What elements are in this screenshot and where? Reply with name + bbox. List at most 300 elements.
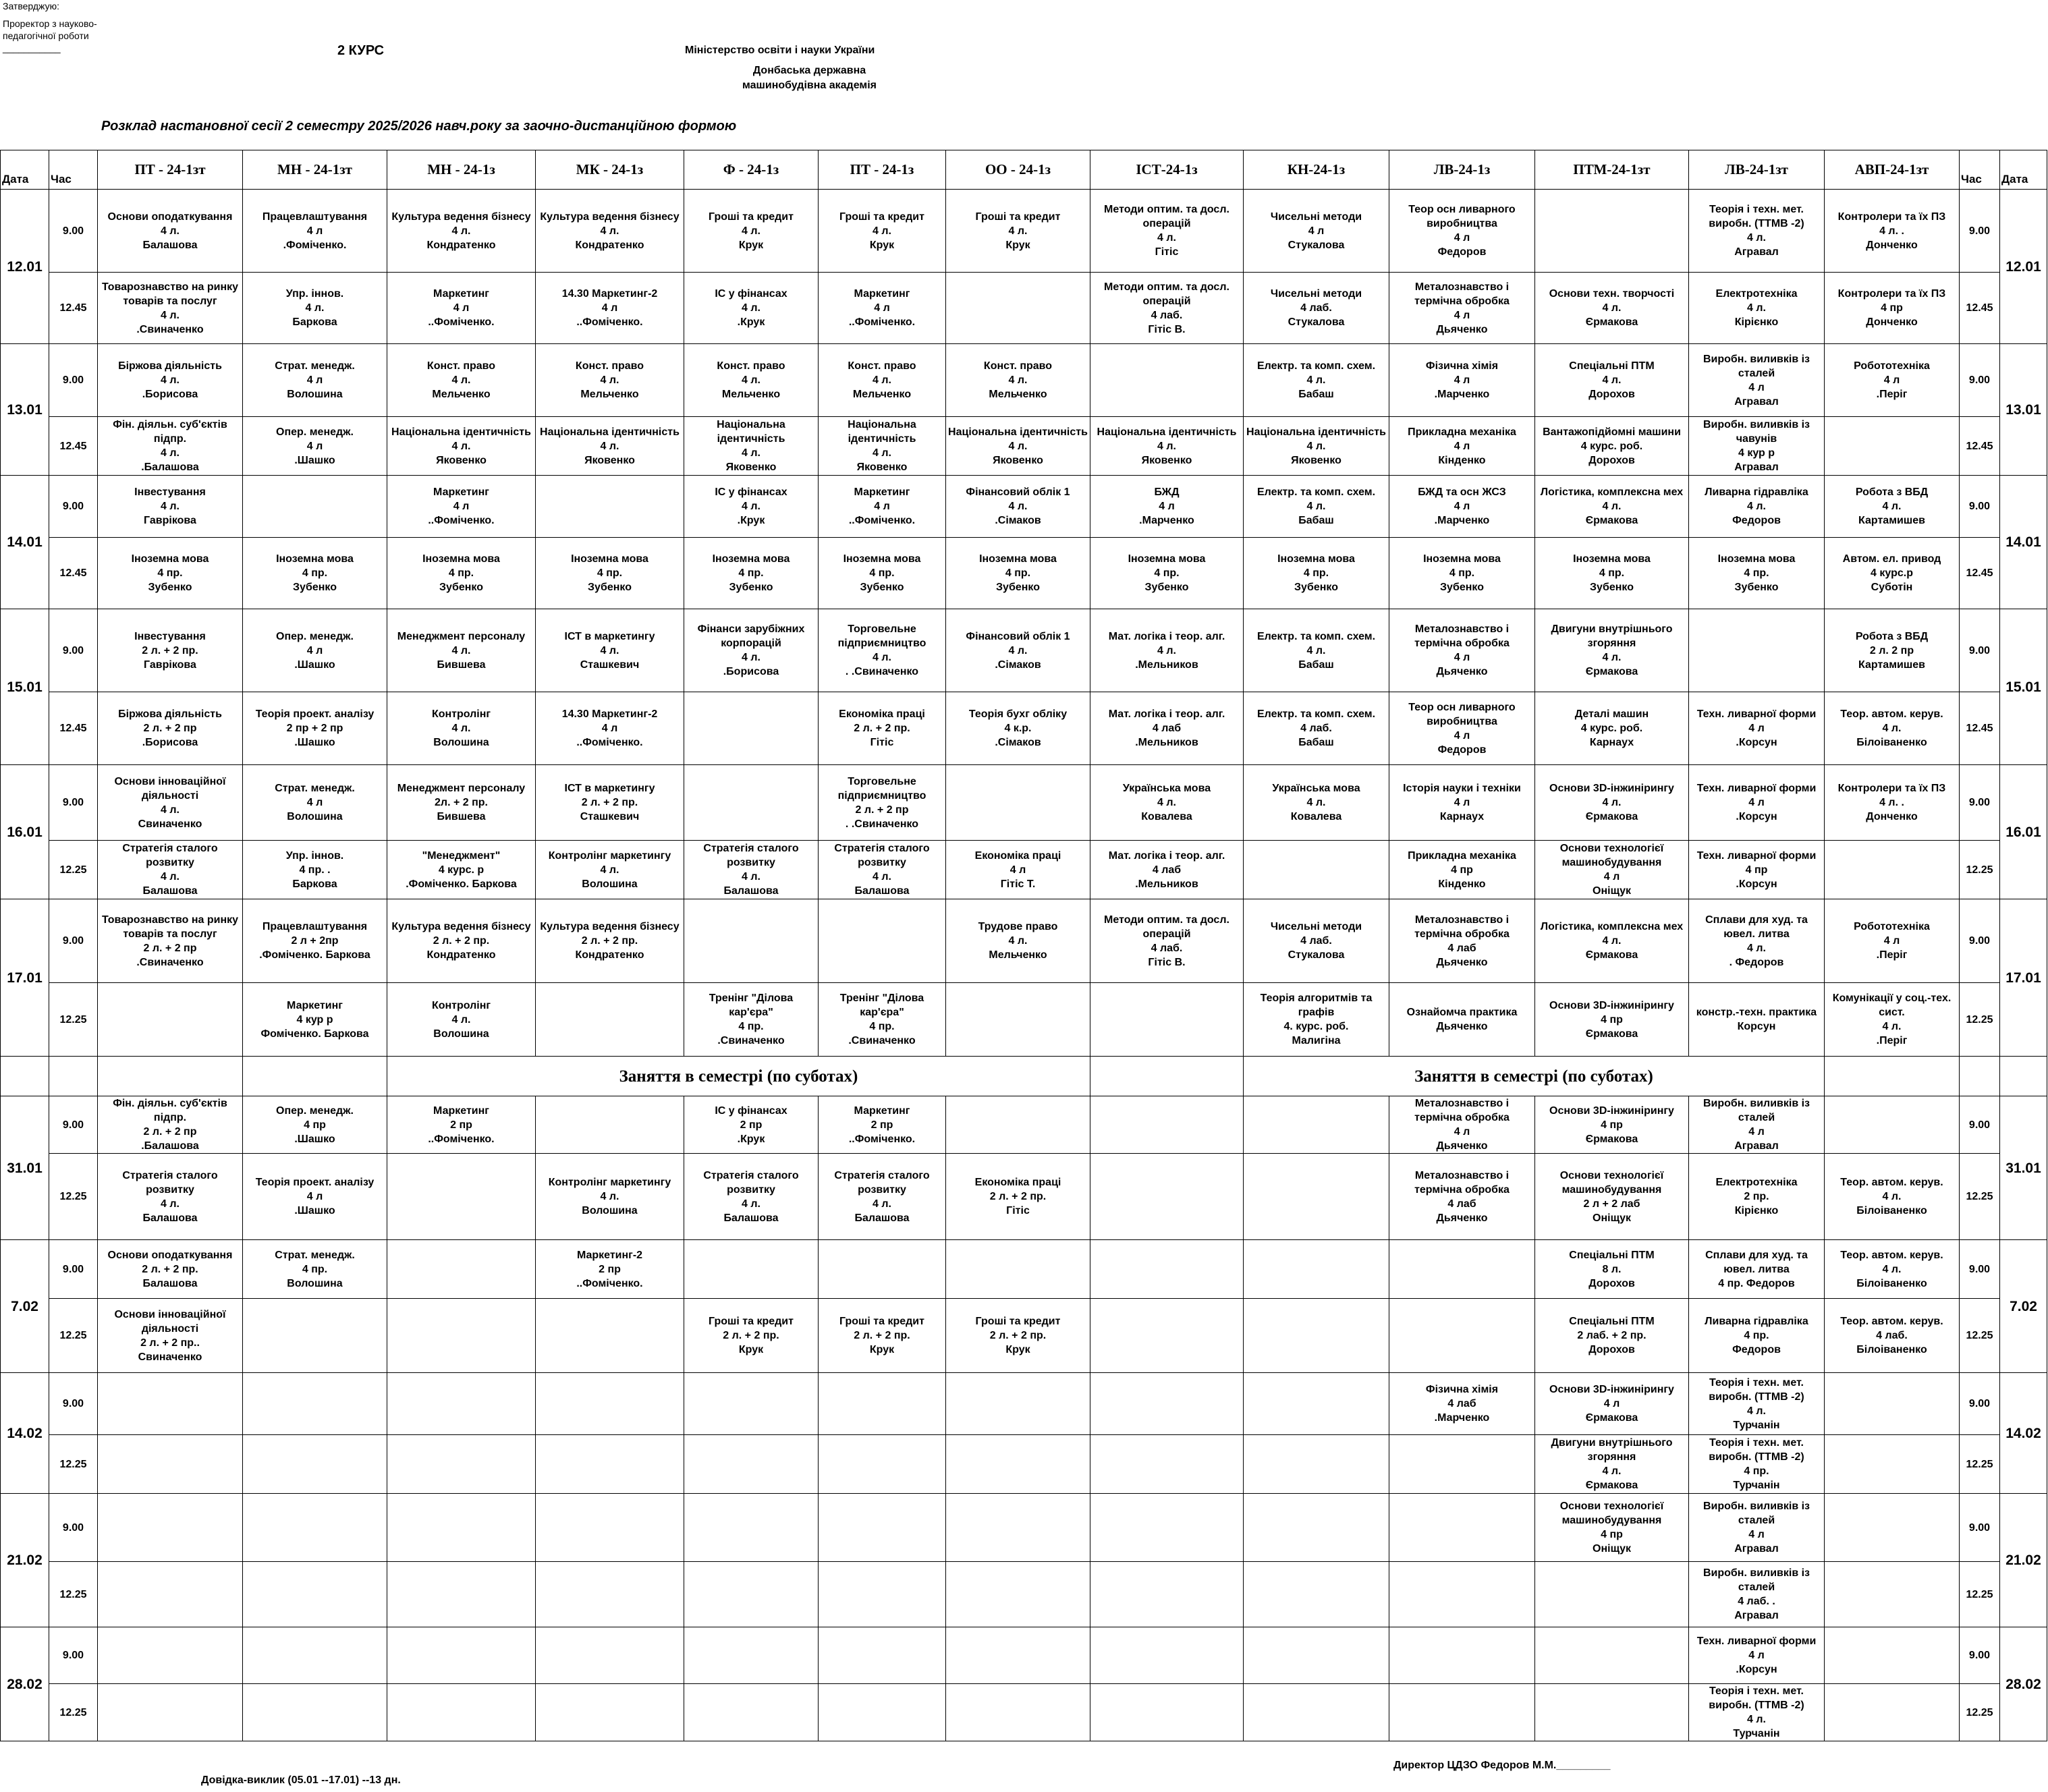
- class-cell: Основи технологієї машинобудування 4 пр Оніщук: [1535, 1494, 1689, 1562]
- class-cell: [1244, 1562, 1389, 1627]
- class-cell: [946, 1684, 1090, 1741]
- date-cell-right: 31.01: [2000, 1096, 2047, 1240]
- schedule-row: [1, 1627, 2047, 1684]
- class-cell: Страт. менедж. 4 л Волошина: [243, 344, 387, 417]
- class-cell: Фін. діяльн. суб'єктів підпр. 2 л. + 2 пр .Балашова: [98, 1096, 243, 1154]
- date-cell: 31.01: [1, 1096, 49, 1240]
- group-header: ЛВ-24-1зт: [1689, 150, 1825, 190]
- time-cell-right: 9.00: [1960, 609, 2000, 692]
- class-cell: Гроші та кредит 2 л. + 2 пр. Крук: [684, 1299, 819, 1373]
- class-cell: [819, 1435, 946, 1494]
- class-cell: [946, 1494, 1090, 1562]
- class-cell: Методи оптим. та досл. операцій 4 лаб. Гітіс В.: [1090, 273, 1244, 344]
- class-cell: Історія науки і техніки 4 л Карнаух: [1389, 765, 1535, 841]
- time-cell: 12.25: [49, 983, 98, 1057]
- class-cell: Іноземна мова 4 пр. Зубенко: [819, 538, 946, 609]
- group-header: ЛВ-24-1з: [1389, 150, 1535, 190]
- time-cell: 9.00: [49, 476, 98, 538]
- class-cell: БЖД та осн ЖСЗ 4 л .Марченко: [1389, 476, 1535, 538]
- class-cell: ІС у фінансах 2 пр .Крук: [684, 1096, 819, 1154]
- class-cell: [819, 1627, 946, 1684]
- class-cell: Товарознавство на ринку товарів та послуг 4 л. .Свиначенко: [98, 273, 243, 344]
- class-cell: Чисельні методи 4 л Стукалова: [1244, 190, 1389, 273]
- class-cell: Гроші та кредит 4 л. Крук: [946, 190, 1090, 273]
- class-cell: Електротехніка 4 л. Кірієнко: [1689, 273, 1825, 344]
- class-cell: Контролери та їх ПЗ 4 л. . Донченко: [1825, 765, 1960, 841]
- class-cell: [1389, 1299, 1535, 1373]
- class-cell: [1244, 1684, 1389, 1741]
- class-cell: Тренінг "Ділова кар'єра" 4 пр. .Свиначенко: [819, 983, 946, 1057]
- time-cell-right: 12.25: [1960, 1684, 2000, 1741]
- class-cell: [946, 765, 1090, 841]
- class-cell: Ознайомча практика Дьяченко: [1389, 983, 1535, 1057]
- time-cell-right: 12.45: [1960, 538, 2000, 609]
- class-cell: Національна ідентичність 4 л. Яковенко: [387, 417, 536, 476]
- blank-cell: [1, 1057, 49, 1096]
- group-header: ПТМ-24-1зт: [1535, 150, 1689, 190]
- class-cell: Теорія проект. аналізу 4 л .Шашко: [243, 1154, 387, 1240]
- class-cell: [1825, 417, 1960, 476]
- class-cell: [536, 983, 684, 1057]
- class-cell: Робота з ВБД 2 л. 2 пр Картамишев: [1825, 609, 1960, 692]
- schedule-row: [1, 899, 2047, 983]
- time-cell-right: 12.25: [1960, 841, 2000, 899]
- class-cell: [1389, 1627, 1535, 1684]
- class-cell: [1090, 344, 1244, 417]
- date-cell: 14.02: [1, 1373, 49, 1494]
- date-cell-right: 12.01: [2000, 190, 2047, 344]
- time-cell: 12.25: [49, 1562, 98, 1627]
- time-cell: 9.00: [49, 190, 98, 273]
- class-cell: ІСТ в маркетингу 2 л. + 2 пр. Сташкевич: [536, 765, 684, 841]
- time-cell: 9.00: [49, 899, 98, 983]
- class-cell: [684, 899, 819, 983]
- time-column-header: Час: [49, 150, 98, 190]
- class-cell: Маркетинг 4 л ..Фоміченко.: [387, 273, 536, 344]
- class-cell: Мат. логіка і теор. алг. 4 лаб .Мельников: [1090, 692, 1244, 765]
- class-cell: Упр. іннов. 4 л. Баркова: [243, 273, 387, 344]
- class-cell: Маркетинг-2 2 пр ..Фоміченко.: [536, 1240, 684, 1299]
- class-cell: Сплави для худ. та ювел. литва 4 пр. Федоров: [1689, 1240, 1825, 1299]
- class-cell: Національна ідентичність 4 л. Яковенко: [1090, 417, 1244, 476]
- class-cell: Менеджмент персоналу 2л. + 2 пр. Бившева: [387, 765, 536, 841]
- schedule-row: [1, 1154, 2047, 1240]
- class-cell: [819, 1240, 946, 1299]
- schedule-row: [1, 1240, 2047, 1299]
- class-cell: Маркетинг 4 л ..Фоміченко.: [387, 476, 536, 538]
- schedule-header: [1, 150, 2047, 190]
- class-cell: Сплави для худ. та ювел. литва 4 л. . Федоров: [1689, 899, 1825, 983]
- class-cell: ІС у фінансах 4 л. .Крук: [684, 273, 819, 344]
- class-cell: Комунікації у соц.-тех. сист. 4 л. .Періг: [1825, 983, 1960, 1057]
- class-cell: [387, 1373, 536, 1435]
- class-cell: [536, 1684, 684, 1741]
- class-cell: Гроші та кредит 2 л. + 2 пр. Крук: [819, 1299, 946, 1373]
- class-cell: Металознавство і термічна обробка 4 л Дьяченко: [1389, 609, 1535, 692]
- class-cell: Техн. ливарної форми 4 л .Корсун: [1689, 765, 1825, 841]
- class-cell: Опер. менедж. 4 пр .Шашко: [243, 1096, 387, 1154]
- group-header: ПТ - 24-1з: [819, 150, 946, 190]
- schedule-row: [1, 476, 2047, 538]
- class-cell: Спеціальні ПТМ 2 лаб. + 2 пр. Дорохов: [1535, 1299, 1689, 1373]
- class-cell: Конст. право 4 л. Мельченко: [946, 344, 1090, 417]
- class-cell: Логістика, комплексна мех 4 л. Єрмакова: [1535, 476, 1689, 538]
- class-cell: [819, 1373, 946, 1435]
- class-cell: [1825, 841, 1960, 899]
- class-cell: [98, 1435, 243, 1494]
- class-cell: [98, 1373, 243, 1435]
- page-title: Розклад настановної сесії 2 семестру 2025/2026 навч.року за заочно-дистанційною формою: [101, 119, 737, 134]
- class-cell: [387, 1240, 536, 1299]
- class-cell: [536, 1299, 684, 1373]
- class-cell: [1244, 1154, 1389, 1240]
- class-cell: [1244, 1299, 1389, 1373]
- date-cell-right: 28.02: [2000, 1627, 2047, 1741]
- time-cell-right: 12.25: [1960, 1154, 2000, 1240]
- class-cell: Працевлаштування 4 л .Фоміченко.: [243, 190, 387, 273]
- class-cell: Теорія і техн. мет. виробн. (ТТМВ -2) 4 л. Турчанін: [1689, 1684, 1825, 1741]
- class-cell: Робота з ВБД 4 л. Картамишев: [1825, 476, 1960, 538]
- class-cell: [1535, 1684, 1689, 1741]
- class-cell: Ливарна гідравліка 4 пр. Федоров: [1689, 1299, 1825, 1373]
- class-cell: Вантажопідйомні машини 4 курс. роб. Дорохов: [1535, 417, 1689, 476]
- prorector-label: Проректор з науково- педагогічної роботи: [3, 18, 97, 41]
- class-cell: Конст. право 4 л. Мельченко: [684, 344, 819, 417]
- class-cell: [1090, 1154, 1244, 1240]
- class-cell: [387, 1435, 536, 1494]
- class-cell: Методи оптим. та досл. операцій 4 л. Гітіс: [1090, 190, 1244, 273]
- class-cell: [243, 1299, 387, 1373]
- date-cell: 12.01: [1, 190, 49, 344]
- class-cell: Гроші та кредит 2 л. + 2 пр. Крук: [946, 1299, 1090, 1373]
- date-cell-right: 13.01: [2000, 344, 2047, 476]
- class-cell: Теор. автом. керув. 4 лаб. Білоіваненко: [1825, 1299, 1960, 1373]
- class-cell: Теорія і техн. мет. виробн. (ТТМВ -2) 4 л. Турчанін: [1689, 1373, 1825, 1435]
- class-cell: Іноземна мова 4 пр. Зубенко: [1244, 538, 1389, 609]
- class-cell: [243, 1562, 387, 1627]
- approval-block: [3, 0, 97, 54]
- class-cell: [536, 1627, 684, 1684]
- class-cell: Опер. менедж. 4 л .Шашко: [243, 417, 387, 476]
- class-cell: Національна ідентичність 4 л. Яковенко: [536, 417, 684, 476]
- time-cell: 9.00: [49, 1240, 98, 1299]
- class-cell: [1389, 1562, 1535, 1627]
- class-cell: Національна ідентичність 4 л. Яковенко: [1244, 417, 1389, 476]
- time-cell: 9.00: [49, 344, 98, 417]
- class-cell: [946, 1435, 1090, 1494]
- class-cell: [243, 1627, 387, 1684]
- class-cell: [684, 692, 819, 765]
- class-cell: [1090, 1096, 1244, 1154]
- class-cell: Основи 3D-інжинірингу 4 пр Єрмакова: [1535, 1096, 1689, 1154]
- class-cell: Біржова діяльність 4 л. .Борисова: [98, 344, 243, 417]
- schedule-body: [1, 190, 2047, 1741]
- schedule-row: [1, 1435, 2047, 1494]
- class-cell: Українська мова 4 л. Ковалева: [1244, 765, 1389, 841]
- class-cell: Мат. логіка і теор. алг. 4 лаб .Мельников: [1090, 841, 1244, 899]
- time-cell-right: 9.00: [1960, 899, 2000, 983]
- class-cell: Теор. автом. керув. 4 л. Білоіваненко: [1825, 1154, 1960, 1240]
- class-cell: [1090, 1373, 1244, 1435]
- class-cell: БЖД 4 л .Марченко: [1090, 476, 1244, 538]
- class-cell: Техн. ливарної форми 4 л .Корсун: [1689, 1627, 1825, 1684]
- group-header: МН - 24-1зт: [243, 150, 387, 190]
- date-cell-right: 14.01: [2000, 476, 2047, 609]
- group-header: МК - 24-1з: [536, 150, 684, 190]
- date-cell: 28.02: [1, 1627, 49, 1741]
- time-cell-right: 9.00: [1960, 344, 2000, 417]
- class-cell: [1825, 1562, 1960, 1627]
- class-cell: Виробн. виливків із чавунів 4 кур р Агравал: [1689, 417, 1825, 476]
- schedule-row: [1, 273, 2047, 344]
- class-cell: [1825, 1373, 1960, 1435]
- class-cell: Мат. логіка і теор. алг. 4 л. .Мельников: [1090, 609, 1244, 692]
- class-cell: Виробн. виливків із сталей 4 л Агравал: [1689, 1096, 1825, 1154]
- class-cell: Електр. та комп. схем. 4 л. Бабаш: [1244, 344, 1389, 417]
- group-header: ПТ - 24-1зт: [98, 150, 243, 190]
- class-cell: Двигуни внутрішнього згоряння 4 л. Єрмакова: [1535, 1435, 1689, 1494]
- date-cell: 7.02: [1, 1240, 49, 1373]
- date-cell: 21.02: [1, 1494, 49, 1627]
- date-cell-right: 14.02: [2000, 1373, 2047, 1494]
- class-cell: Теорія алгоритмів та графів 4. курс. роб. Малигіна: [1244, 983, 1389, 1057]
- class-cell: [1090, 1240, 1244, 1299]
- class-cell: Виробн. виливків із сталей 4 лаб. . Агравал: [1689, 1562, 1825, 1627]
- class-cell: Гроші та кредит 4 л. Крук: [684, 190, 819, 273]
- class-cell: Чисельні методи 4 лаб. Стукалова: [1244, 273, 1389, 344]
- schedule-row: [1, 841, 2047, 899]
- time-cell: 12.25: [49, 1684, 98, 1741]
- class-cell: [819, 899, 946, 983]
- class-cell: Тренінг "Ділова кар'єра" 4 пр. .Свиначенко: [684, 983, 819, 1057]
- time-cell-right: 12.25: [1960, 1299, 2000, 1373]
- class-cell: Іноземна мова 4 пр. Зубенко: [1389, 538, 1535, 609]
- class-cell: [684, 1373, 819, 1435]
- class-cell: [387, 1154, 536, 1240]
- class-cell: Іноземна мова 4 пр. Зубенко: [1689, 538, 1825, 609]
- blank-cell: [1960, 1057, 2000, 1096]
- class-cell: [1825, 1684, 1960, 1741]
- date-cell-right: 7.02: [2000, 1240, 2047, 1373]
- class-cell: Фінансовий облік 1 4 л. .Сімаков: [946, 609, 1090, 692]
- schedule-row: [1, 1299, 2047, 1373]
- class-cell: Економіка праці 4 л Гітіс Т.: [946, 841, 1090, 899]
- class-cell: [684, 1494, 819, 1562]
- time-cell-right: 9.00: [1960, 1240, 2000, 1299]
- class-cell: Маркетинг 4 кур р Фоміченко. Баркова: [243, 983, 387, 1057]
- class-cell: Іноземна мова 4 пр. Зубенко: [243, 538, 387, 609]
- class-cell: Товарознавство на ринку товарів та послуг 2 л. + 2 пр .Свиначенко: [98, 899, 243, 983]
- class-cell: [946, 1373, 1090, 1435]
- class-cell: Робототехніка 4 л .Періг: [1825, 344, 1960, 417]
- schedule-table: [0, 150, 2047, 1741]
- class-cell: Упр. іннов. 4 пр. . Баркова: [243, 841, 387, 899]
- class-cell: Іноземна мова 4 пр. Зубенко: [1535, 538, 1689, 609]
- class-cell: Теорія бухг обліку 4 к.р. .Сімаков: [946, 692, 1090, 765]
- group-header: КН-24-1з: [1244, 150, 1389, 190]
- blank-cell: [1825, 1057, 1960, 1096]
- class-cell: [98, 1562, 243, 1627]
- schedule-row: [1, 765, 2047, 841]
- schedule-row: [1, 1494, 2047, 1562]
- class-cell: [243, 1684, 387, 1741]
- class-cell: [1090, 1435, 1244, 1494]
- class-cell: Працевлаштування 2 л + 2пр .Фоміченко. Баркова: [243, 899, 387, 983]
- schedule-row: [1, 190, 2047, 273]
- class-cell: Культура ведення бізнесу 4 л. Кондратенко: [387, 190, 536, 273]
- schedule-row: [1, 417, 2047, 476]
- date-cell-right: 21.02: [2000, 1494, 2047, 1627]
- class-cell: Металознавство і термічна обробка 4 л Дьяченко: [1389, 1096, 1535, 1154]
- class-cell: Виробн. виливків із сталей 4 л Агравал: [1689, 344, 1825, 417]
- class-cell: Прикладна механіка 4 л Кінденко: [1389, 417, 1535, 476]
- class-cell: "Менеджмент" 4 курс. р .Фоміченко. Баркова: [387, 841, 536, 899]
- date-column-header: Дата: [1, 150, 49, 190]
- class-cell: Фінанси зарубіжних корпорацій 4 л. .Борисова: [684, 609, 819, 692]
- course-label: 2 КУРС: [337, 43, 385, 58]
- class-cell: Стратегія сталого розвитку 4 л. Балашова: [819, 1154, 946, 1240]
- class-cell: [946, 983, 1090, 1057]
- time-cell-right: 12.45: [1960, 273, 2000, 344]
- time-cell: 9.00: [49, 1627, 98, 1684]
- class-cell: [1244, 1240, 1389, 1299]
- time-cell: 9.00: [49, 765, 98, 841]
- class-cell: [1244, 1096, 1389, 1154]
- class-cell: ІСТ в маркетингу 4 л. Сташкевич: [536, 609, 684, 692]
- class-cell: Торговельне підприємництво 4 л. . .Свиначенко: [819, 609, 946, 692]
- blank-cell: [1090, 1057, 1244, 1096]
- class-cell: [1825, 1494, 1960, 1562]
- semester-label-right: Заняття в семестрі (по суботах): [1244, 1057, 1825, 1096]
- class-cell: [1389, 1684, 1535, 1741]
- time-cell-right: 12.25: [1960, 1435, 2000, 1494]
- ministry-label: Міністерство освіти і науки України: [685, 45, 875, 56]
- class-cell: Конст. право 4 л. Мельченко: [819, 344, 946, 417]
- class-cell: Іноземна мова 4 пр. Зубенко: [98, 538, 243, 609]
- class-cell: Опер. менедж. 4 л .Шашко: [243, 609, 387, 692]
- date-cell: 15.01: [1, 609, 49, 765]
- class-cell: Логістика, комплексна мех 4 л. Єрмакова: [1535, 899, 1689, 983]
- class-cell: констр.-техн. практика Корсун: [1689, 983, 1825, 1057]
- class-cell: [1090, 1627, 1244, 1684]
- class-cell: Ливарна гідравліка 4 л. Федоров: [1689, 476, 1825, 538]
- class-cell: Фінансовий облік 1 4 л. .Сімаков: [946, 476, 1090, 538]
- class-cell: Менеджмент персоналу 4 л. Бившева: [387, 609, 536, 692]
- schedule-row: [1, 1562, 2047, 1627]
- class-cell: [243, 476, 387, 538]
- class-cell: [1090, 1562, 1244, 1627]
- date-cell: 13.01: [1, 344, 49, 476]
- class-cell: [684, 1684, 819, 1741]
- class-cell: Спеціальні ПТМ 8 л. Дорохов: [1535, 1240, 1689, 1299]
- class-cell: [684, 1627, 819, 1684]
- class-cell: Маркетинг 2 пр ..Фоміченко.: [387, 1096, 536, 1154]
- time-cell: 9.00: [49, 609, 98, 692]
- class-cell: Виробн. виливків із сталей 4 л Агравал: [1689, 1494, 1825, 1562]
- class-cell: [1090, 983, 1244, 1057]
- class-cell: [387, 1562, 536, 1627]
- class-cell: Основи технологієї машинобудування 4 л Оніщук: [1535, 841, 1689, 899]
- class-cell: [1535, 1562, 1689, 1627]
- class-cell: Контролінг маркетингу 4 л. Волошина: [536, 841, 684, 899]
- class-cell: Техн. ливарної форми 4 пр .Корсун: [1689, 841, 1825, 899]
- class-cell: [1389, 1240, 1535, 1299]
- class-cell: Основи 3D-інжинірингу 4 л. Єрмакова: [1535, 765, 1689, 841]
- class-cell: [1244, 1627, 1389, 1684]
- time-cell-right: 9.00: [1960, 190, 2000, 273]
- class-cell: Торговельне підприємництво 2 л. + 2 пр . .Свиначенко: [819, 765, 946, 841]
- class-cell: Економіка праці 2 л. + 2 пр. Гітіс: [946, 1154, 1090, 1240]
- class-cell: Національна ідентичність 4 л. Яковенко: [946, 417, 1090, 476]
- class-cell: Конст. право 4 л. Мельченко: [387, 344, 536, 417]
- time-cell-right: 12.25: [1960, 1562, 2000, 1627]
- time-cell-right: 9.00: [1960, 1494, 2000, 1562]
- class-cell: Теор. автом. керув. 4 л. Білоіваненко: [1825, 692, 1960, 765]
- date-cell-right: 17.01: [2000, 899, 2047, 1057]
- time-cell-right: 9.00: [1960, 1373, 2000, 1435]
- class-cell: [1090, 1684, 1244, 1741]
- class-cell: 14.30 Маркетинг-2 4 л ..Фоміченко.: [536, 692, 684, 765]
- schedule-row: [1, 609, 2047, 692]
- class-cell: Інвестування 4 л. Гаврікова: [98, 476, 243, 538]
- class-cell: Контролери та їх ПЗ 4 пр Донченко: [1825, 273, 1960, 344]
- class-cell: [243, 1494, 387, 1562]
- class-cell: Прикладна механіка 4 пр Кінденко: [1389, 841, 1535, 899]
- class-cell: Культура ведення бізнесу 2 л. + 2 пр. Кондратенко: [536, 899, 684, 983]
- time-cell: 12.25: [49, 1299, 98, 1373]
- class-cell: Інвестування 2 л. + 2 пр. Гаврікова: [98, 609, 243, 692]
- time-cell-right: 12.25: [1960, 983, 2000, 1057]
- time-cell: 12.25: [49, 1154, 98, 1240]
- class-cell: [1244, 1435, 1389, 1494]
- class-cell: Основи інноваційної діяльності 4 л. Свиначенко: [98, 765, 243, 841]
- class-cell: Фізична хімія 4 лаб .Марченко: [1389, 1373, 1535, 1435]
- class-cell: Теор осн ливарного виробництва 4 л Федоров: [1389, 692, 1535, 765]
- date-cell: 17.01: [1, 899, 49, 1057]
- date-cell-right: 15.01: [2000, 609, 2047, 765]
- class-cell: [1389, 1435, 1535, 1494]
- time-cell: 12.45: [49, 538, 98, 609]
- time-cell: 9.00: [49, 1373, 98, 1435]
- class-cell: [98, 1684, 243, 1741]
- class-cell: Стратегія сталого розвитку 4 л. Балашова: [98, 1154, 243, 1240]
- class-cell: [1389, 1494, 1535, 1562]
- class-cell: [98, 1494, 243, 1562]
- class-cell: Деталі машин 4 курс. роб. Карнаух: [1535, 692, 1689, 765]
- academy-label: Донбаська державна машинобудівна академія: [742, 65, 877, 91]
- approval-label: Затверджую:: [3, 1, 59, 11]
- class-cell: [1090, 1494, 1244, 1562]
- class-cell: Основи інноваційної діяльності 2 л. + 2 пр.. Свиначенко: [98, 1299, 243, 1373]
- blank-cell: [49, 1057, 98, 1096]
- class-cell: [946, 1096, 1090, 1154]
- time-cell: 9.00: [49, 1096, 98, 1154]
- time-cell: 12.45: [49, 692, 98, 765]
- class-cell: [684, 1240, 819, 1299]
- time-cell-right: 9.00: [1960, 1627, 2000, 1684]
- class-cell: Основи оподаткування 2 л. + 2 пр. Балашова: [98, 1240, 243, 1299]
- class-cell: Іноземна мова 4 пр. Зубенко: [684, 538, 819, 609]
- class-cell: Трудове право 4 л. Мельченко: [946, 899, 1090, 983]
- group-header: ІСТ-24-1з: [1090, 150, 1244, 190]
- class-cell: [946, 1240, 1090, 1299]
- schedule-row: [1, 1373, 2047, 1435]
- group-header: Ф - 24-1з: [684, 150, 819, 190]
- class-cell: Маркетинг 4 л ..Фоміченко.: [819, 273, 946, 344]
- class-cell: Методи оптим. та досл. операцій 4 лаб. Гітіс В.: [1090, 899, 1244, 983]
- class-cell: [1090, 1299, 1244, 1373]
- class-cell: [1825, 1096, 1960, 1154]
